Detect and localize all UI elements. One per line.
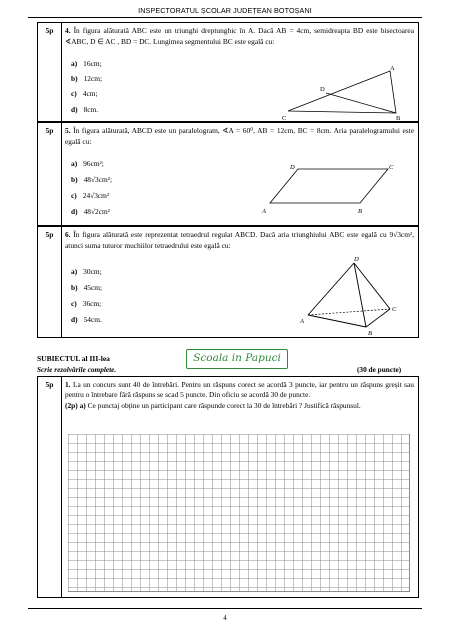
question-6-option-c xyxy=(71,299,101,308)
question-5-parallelogram-figure xyxy=(258,159,398,217)
question-6-tetrahedron-figure xyxy=(296,255,406,337)
footer-divider xyxy=(28,608,422,609)
fig-label-b: B xyxy=(358,208,362,215)
question-6-text xyxy=(65,230,414,251)
question-4-option-a xyxy=(71,59,102,68)
question-1-statement: La un concurs sunt 40 de întrebări. Pentru un răspuns corect se acordă 3 puncte, iar pentru un răspuns greșit sau pentru o întrebare fără răspuns se scad 5 puncte. Din oficiu se acordă 30 de puncte. xyxy=(65,380,414,400)
option-letter: a) xyxy=(71,267,78,276)
fig-label-c: C xyxy=(389,164,394,171)
option-letter: b) xyxy=(71,74,78,83)
question-4-option-b xyxy=(71,74,102,83)
subject-3-title: SUBIECTUL al III-lea xyxy=(37,354,110,363)
question-5-box xyxy=(37,122,419,226)
option-letter: d) xyxy=(71,315,78,324)
question-1-points: 5p xyxy=(38,377,62,597)
fig-label-b: B xyxy=(368,330,372,337)
option-value: 24√3cm² xyxy=(82,191,110,200)
question-5-option-b xyxy=(71,175,112,184)
question-6-option-b xyxy=(71,283,102,292)
option-value: 36cm; xyxy=(82,299,102,308)
option-letter: b) xyxy=(71,283,78,292)
option-value: 54cm. xyxy=(83,315,102,324)
option-value: 30cm; xyxy=(83,267,102,276)
fig-label-d: D xyxy=(354,256,359,263)
question-4-text xyxy=(65,26,414,47)
question-4-statement: În figura alăturată ABC este un triunghi dreptunghic în A. Dacă AB = 4cm, semidreapta BD este bisectoarea ∢ABC, D ∈ AC , BD = DC. Lungimea segmentului BC este egală cu: xyxy=(65,26,414,46)
fig-label-d: D xyxy=(290,164,295,171)
fig-label-a: A xyxy=(300,318,304,325)
fig-label-b: B xyxy=(396,115,401,121)
option-value: 96cm²; xyxy=(83,159,104,168)
option-value: 4cm; xyxy=(82,89,98,98)
question-6-statement: În figura alăturată este reprezentat tetraedrul regulat ABCD. Dacă aria triunghiului ABC este egală cu 9√3cm², atunci suma tuturor muchiilor tetraedrului este egală cu: xyxy=(65,230,415,250)
question-5-points: 5p xyxy=(38,123,62,225)
fig-label-a: A xyxy=(262,208,266,215)
question-1a-points: (2p) xyxy=(65,400,78,410)
question-5-text xyxy=(65,126,414,147)
page-number: 4 xyxy=(223,614,227,622)
question-4-points: 5p xyxy=(38,23,62,121)
option-value: 8cm. xyxy=(83,105,99,114)
subject-3-subtitle: Scrie rezolvările complete. xyxy=(37,365,117,374)
page-header: INSPECTORATUL ȘCOLAR JUDEȚEAN BOTOȘANI xyxy=(138,6,312,15)
header-divider xyxy=(28,17,422,18)
fig-label-d: D xyxy=(320,86,325,93)
option-value: 48√2cm² xyxy=(83,207,110,216)
question-6-box xyxy=(37,226,419,338)
question-1a-statement: Ce punctaj obține un participant care răspunde corect la 30 de întrebări ? Justifică răspunsul. xyxy=(87,400,361,410)
question-1a-letter: a) xyxy=(79,400,86,410)
question-5-statement: În figura alăturată, ABCD este un paralelogram, ∢A = 60⁰, AB = 12cm, BC = 8cm. Aria paralelogramului este egală cu: xyxy=(65,126,414,146)
question-4-number: 4. xyxy=(65,26,71,35)
question-1-number: 1. xyxy=(65,380,71,389)
watermark-stamp: Scoala in Papuci xyxy=(186,349,288,369)
option-letter: c) xyxy=(71,191,77,200)
question-5-number: 5. xyxy=(65,126,71,135)
option-value: 45cm; xyxy=(83,283,103,292)
question-4-option-c xyxy=(71,89,98,98)
fig-label-c: C xyxy=(282,115,287,121)
option-letter: d) xyxy=(71,105,78,114)
fig-label-a: A xyxy=(390,65,395,72)
answer-grid[interactable] xyxy=(68,434,410,592)
option-letter: c) xyxy=(71,89,77,98)
question-5-option-d xyxy=(71,207,110,216)
subject-3-points: (30 de puncte) xyxy=(357,365,402,374)
question-6-option-d xyxy=(71,315,102,324)
question-6-number: 6. xyxy=(65,230,71,239)
option-letter: d) xyxy=(71,207,78,216)
question-4-triangle-figure xyxy=(278,63,408,121)
option-letter: a) xyxy=(71,59,78,68)
question-1-text xyxy=(65,380,414,411)
question-6-points: 5p xyxy=(38,227,62,337)
option-letter: c) xyxy=(71,299,77,308)
fig-label-c: C xyxy=(392,306,397,313)
option-value: 12cm; xyxy=(83,74,103,83)
question-5-option-c xyxy=(71,191,109,200)
question-4-box xyxy=(37,22,419,122)
option-letter: a) xyxy=(71,159,78,168)
question-5-option-a xyxy=(71,159,104,168)
option-value: 48√3cm²; xyxy=(83,175,113,184)
option-value: 16cm; xyxy=(83,59,102,68)
option-letter: b) xyxy=(71,175,78,184)
question-4-option-d xyxy=(71,105,98,114)
question-6-option-a xyxy=(71,267,102,276)
